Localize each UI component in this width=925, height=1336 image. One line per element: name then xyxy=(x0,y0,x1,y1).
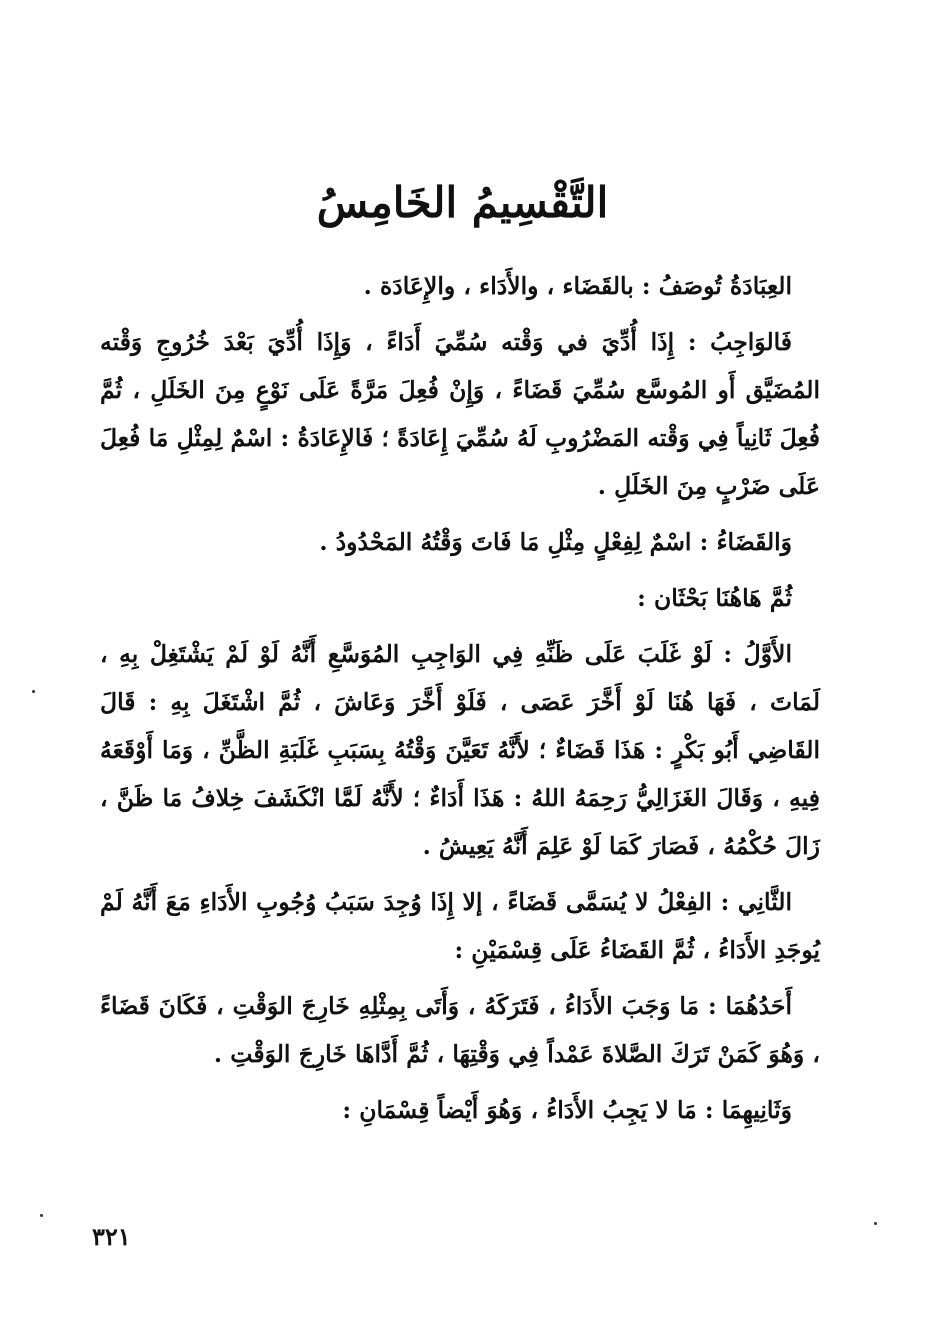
paragraph-first-type: أَحَدُهُمَا : مَا وَجَبَ الأَدَاءُ ، فَتَرَكَهُ ، وَأَتَى بِمِثْلِهِ خَارِجَ الوَقْتِ ، فَكَانَ قَضَاءً ، وَهُوَ كَمَنْ تَرَكَ الصَّلاةَ عَمْداً فِي وَقْتِهَا ، ثُمَّ أَدَّاهَا خَارِجَ الوَقْتِ . xyxy=(100,992,820,1068)
paragraph-first-discussion: الأَوَّلُ : لَوْ غَلَبَ عَلَى ظَنِّهِ فِي الوَاجِبِ المُوَسَّعِ أَنَّهُ لَوْ لَمْ يَشْتَغِلْ بِهِ ، لَمَاتَ ، فَهَا هُنَا لَوْ أَخَّرَ عَصَى ، فَلَوْ أَخَّرَ وَعَاشَ ، ثُمَّ اشْتَغَلَ بِهِ : قَالَ القَاضِي أَبُو بَكْرٍ : هَذَا قَضَاءٌ ؛ لأَنَّهُ تَعَيَّنَ وَقْتُهُ بِسَبَبِ غَلَبَةِ الظَّنِّ ، وَمَا أَوْقَعَهُ فِيهِ ، وَقَالَ الغَزَالِيُّ رَحِمَهُ اللهُ : هَذَا أَدَاءٌ ؛ لأَنَّهُ لَمَّا انْكَشَفَ خِلافُ مَا ظَنَّ ، زَالَ حُكْمُهُ ، فَصَارَ كَمَا لَوْ عَلِمَ أَنَّهُ يَعِيشُ . xyxy=(100,640,820,860)
paragraph-qada-definition: وَالقَضَاءُ : اسْمٌ لِفِعْلٍ مِثْلِ مَا فَاتَ وَقْتُهُ المَحْدُودُ . xyxy=(319,528,792,556)
paragraph-second-type: وَثَانِيهِمَا : مَا لا يَجِبُ الأَدَاءُ ، وَهُوَ أَيْضاً قِسْمَانِ : xyxy=(342,1096,792,1124)
page-number: ٣٢١ xyxy=(92,1222,131,1251)
paragraph-wajib: فَالوَاجِبُ : إِذَا أُدِّيَ في وَقْته سُمِّيَ أَدَاءً ، وَإِذَا أُدِّيَ بَعْدَ خُرُوجِ وَقْته المُضَيَّق أَو المُوسَّع سُمِّيَ قَضَاءً ، وَإِنْ فُعِلَ مَرَّةً عَلَى نَوْعٍ مِنَ الخَلَلِ ، ثُمَّ فُعِلَ ثَانِياً فِي وَقْته المَضْرُوبِ لَهُ سُمِّيَ إِعَادَةً ؛ فَالإِعَادَةُ : اسْمٌ لِمِثْلِ مَا فُعِلَ عَلَى ضَرْبٍ مِنَ الخَلَلِ . xyxy=(100,328,820,500)
scan-speck xyxy=(874,1222,877,1225)
paragraph-two-discussions: ثُمَّ هَاهُنَا بَحْثَان : xyxy=(637,584,792,612)
paragraph-intro: العِبَادَةُ تُوصَفُ : بالقَضَاء ، والأَدَاء ، والإِعَادَة . xyxy=(363,272,792,300)
section-title: التَّقْسِيمُ الخَامِسُ xyxy=(316,178,609,227)
paragraph-second-discussion: الثَّانِي : الفِعْلُ لا يُسَمَّى قَضَاءً ، إلا إِذَا وُجِدَ سَبَبُ وُجُوبِ الأَدَاءِ مَعَ أَنَّهُ لَمْ يُوجَدِ الأَدَاءُ ، ثُمَّ القَضَاءُ عَلَى قِسْمَيْنِ : xyxy=(100,888,820,964)
scan-speck xyxy=(40,1214,43,1217)
scan-speck xyxy=(32,690,35,693)
body-text xyxy=(100,262,820,1142)
